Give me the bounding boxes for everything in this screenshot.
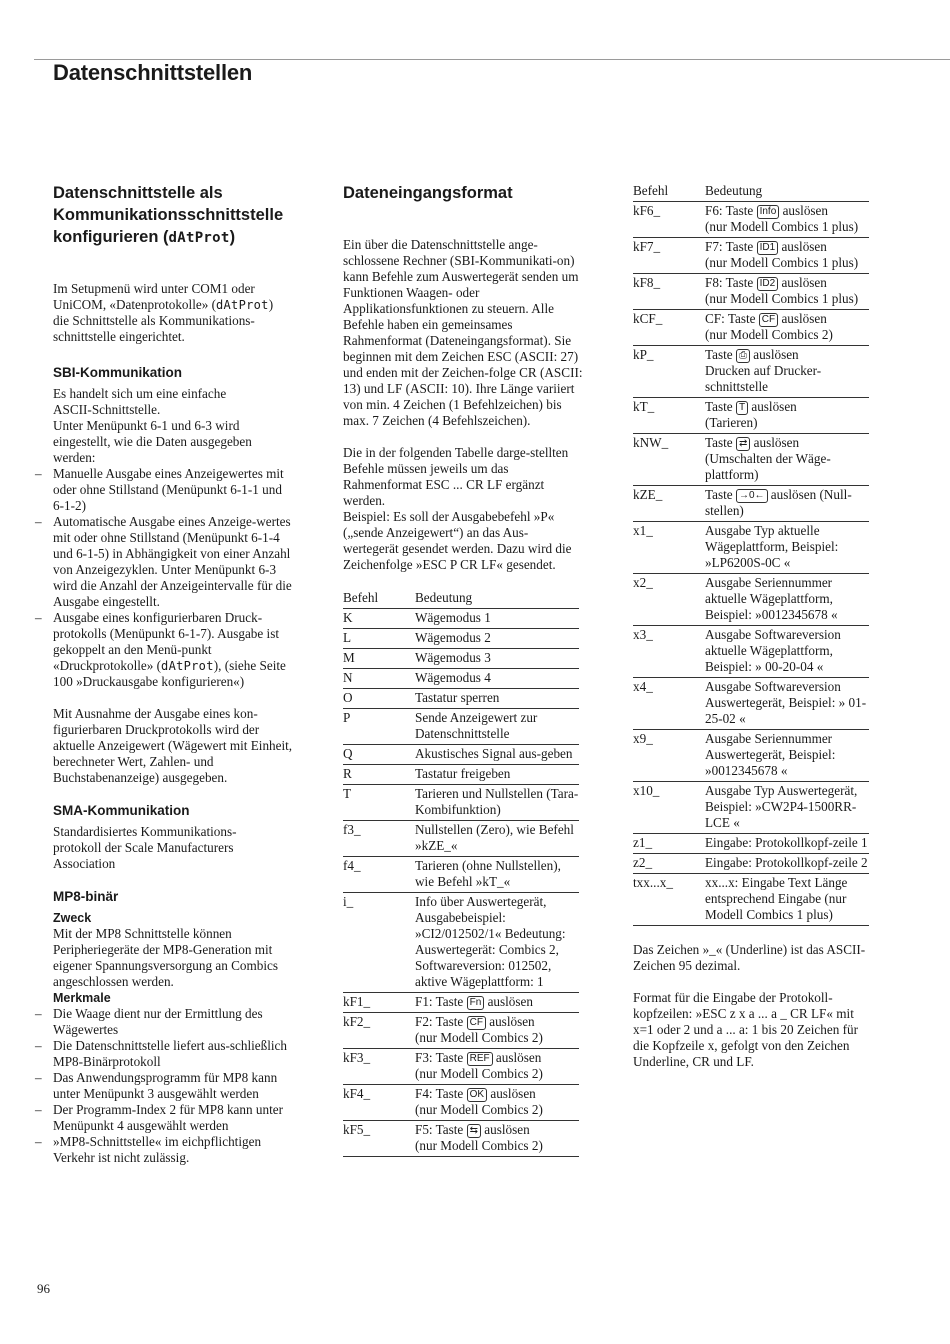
table-header-row	[633, 182, 869, 202]
command-cell: kF1_	[343, 993, 415, 1013]
meaning-cell	[415, 993, 579, 1013]
lcd-datprot: dAtProt	[168, 230, 230, 246]
command-cell: f3_	[343, 821, 415, 857]
table-row	[633, 854, 869, 874]
table-row	[633, 522, 869, 574]
key-row-note: (nur Modell Combics 2)	[415, 1138, 543, 1153]
key-row-note: Drucken auf Drucker-schnittstelle	[705, 363, 822, 394]
command-cell: M	[343, 649, 415, 669]
command-cell: txx...x_	[633, 874, 705, 926]
table-header-cell: Bedeutung	[705, 182, 869, 202]
mp8-heading: MP8-binär	[53, 889, 119, 904]
command-cell: kF6_	[633, 202, 705, 238]
lcd-datprot: dAtProt	[216, 298, 269, 312]
key-row-text: F3: Taste	[415, 1050, 467, 1065]
command-cell: x4_	[633, 678, 705, 730]
meaning-cell	[705, 202, 869, 238]
list-item: – Manuelle Ausgabe eines Anzeigewertes mit oder ohne Stillstand (Menüpunkt 6-1-1 und 6-1-2)	[53, 466, 293, 514]
command-cell: x1_	[633, 522, 705, 574]
table-header-cell: Befehl	[343, 589, 415, 609]
key-row-text: F1: Taste	[415, 994, 467, 1009]
meaning-cell: Wägemodus 2	[415, 629, 579, 649]
command-cell: z2_	[633, 854, 705, 874]
key-row-note: (nur Modell Combics 1 plus)	[705, 219, 859, 234]
heading-line-3: konfigurieren (	[53, 228, 169, 246]
key-symbol-icon: Fn	[467, 996, 485, 1010]
table-row	[343, 993, 579, 1013]
key-row-note: (nur Modell Combics 2)	[415, 1102, 543, 1117]
command-table-1	[343, 589, 579, 1157]
key-row-text: F4: Taste	[415, 1086, 467, 1101]
meaning-cell: Tarieren (ohne Nullstellen), wie Befehl »kT_«	[415, 857, 579, 893]
key-row-note: (Umschalten der Wäge-plattform)	[705, 451, 831, 482]
table-row	[633, 574, 869, 626]
table-row	[633, 678, 869, 730]
key-row-text: auslösen	[778, 311, 827, 326]
table-row	[343, 1085, 579, 1121]
section-heading-configure	[53, 182, 293, 249]
meaning-cell	[415, 1049, 579, 1085]
meaning-cell: Eingabe: Protokollkopf-zeile 2	[705, 854, 869, 874]
table-row	[633, 202, 869, 238]
meaning-cell	[705, 398, 869, 434]
key-row-text: auslösen (Null-stellen)	[705, 487, 852, 518]
page-number: 96	[37, 1281, 50, 1296]
table-row	[633, 310, 869, 346]
meaning-cell	[705, 310, 869, 346]
key-row-text: F6: Taste	[705, 203, 757, 218]
command-table-2	[633, 182, 869, 926]
sma-heading: SMA-Kommunikation	[53, 803, 190, 818]
command-cell: x2_	[633, 574, 705, 626]
key-symbol-icon: CF	[759, 313, 778, 327]
meaning-cell: Sende Anzeigewert zur Datenschnittstelle	[415, 709, 579, 745]
meaning-cell: Akustisches Signal aus-geben	[415, 745, 579, 765]
command-cell: O	[343, 689, 415, 709]
command-cell: x9_	[633, 730, 705, 782]
mp8-subheading-features: Merkmale	[53, 991, 111, 1005]
key-row-text: auslösen	[484, 994, 533, 1009]
command-cell: Q	[343, 745, 415, 765]
key-row-text: CF: Taste	[705, 311, 759, 326]
meaning-cell	[705, 274, 869, 310]
key-symbol-icon: OK	[467, 1088, 487, 1102]
key-row-text: F8: Taste	[705, 275, 757, 290]
meaning-cell: Ausgabe Softwareversion Auswertegerät, Beispiel: » 01-25-02 «	[705, 678, 869, 730]
key-row-text: auslösen	[750, 435, 800, 450]
command-cell: kF4_	[343, 1085, 415, 1121]
table-header-row	[343, 589, 579, 609]
table-row	[633, 874, 869, 926]
heading-line-1: Datenschnittstelle als	[53, 184, 223, 202]
table-row	[343, 1013, 579, 1049]
meaning-cell: Tastatur freigeben	[415, 765, 579, 785]
mp8-subheading-purpose: Zweck	[53, 911, 92, 925]
table-row	[343, 893, 579, 993]
meaning-cell: Ausgabe Typ Auswertegerät, Beispiel: »CW2P4-1500RR-LCE «	[705, 782, 869, 834]
key-symbol-icon: ID2	[757, 277, 779, 291]
table-row	[343, 765, 579, 785]
key-row-text: auslösen	[487, 1086, 536, 1101]
key-row-note: (Tarieren)	[705, 415, 758, 430]
command-cell: R	[343, 765, 415, 785]
table-row	[343, 821, 579, 857]
heading-line-3-end: )	[229, 228, 236, 246]
column-left	[53, 182, 293, 1166]
meaning-cell: Eingabe: Protokollkopf-zeile 1	[705, 834, 869, 854]
meaning-cell	[415, 1085, 579, 1121]
input-format-paragraph-2: Die in der folgenden Tabelle darge-stellten Befehle müssen jeweils um das Rahmenformat ESC ... CR LF ergänzt werden.	[343, 445, 569, 508]
meaning-cell	[705, 486, 869, 522]
sbi-list	[53, 466, 293, 690]
key-symbol-icon: T	[736, 401, 748, 415]
key-row-text: auslösen	[778, 239, 827, 254]
table-row	[343, 689, 579, 709]
list-item-text: ), (siehe Seite 100 »Druckausgabe konfigurieren«)	[53, 658, 286, 689]
command-cell: x3_	[633, 626, 705, 678]
page-title: Datenschnittstellen	[53, 60, 253, 85]
input-format-paragraph-1: Ein über die Datenschnittstelle ange-schlossene Rechner (SBI-Kommunikati-on) kann Befehle zum Auswertegerät senden um Funktionen Waagen- oder Applikationsfunktionen zu steuern. Alle Befehle haben ein gemeinsames Rahmenformat (Dateneingangsformat). Sie beginnen mit dem Zeichen ESC (ASCII: 27) und enden mit der Zeichen-folge CR (ASCII: 13) und LF (ASCII: 10). Ihre Länge variiert von min. 4 Zeichen (1 Befehlzeichen) bis max. 7 Zeichen (4 Befehlszeichen).	[343, 237, 583, 428]
command-cell: K	[343, 609, 415, 629]
meaning-cell	[705, 434, 869, 486]
sbi-paragraph-2: Unter Menüpunkt 6-1 und 6-3 wird eingestellt, wie die Daten ausgegeben werden:	[53, 418, 252, 465]
command-cell: i_	[343, 893, 415, 993]
meaning-cell: Info über Auswertegerät, Ausgabebeispiel: »CI2/012502/1« Bedeutung: Auswertegerät: Combics 2, Softwareversion: 012502, aktive Wägeplattform: 1	[415, 893, 579, 993]
table-header-cell: Befehl	[633, 182, 705, 202]
mp8-list	[53, 1006, 293, 1166]
key-row-text: F2: Taste	[415, 1014, 467, 1029]
command-cell: kZE_	[633, 486, 705, 522]
meaning-cell: Tastatur sperren	[415, 689, 579, 709]
key-row-text: auslösen	[492, 1050, 542, 1065]
key-row-note: (nur Modell Combics 2)	[415, 1066, 543, 1081]
command-cell: kF8_	[633, 274, 705, 310]
command-cell: kF2_	[343, 1013, 415, 1049]
table-row	[633, 626, 869, 678]
command-cell: kT_	[633, 398, 705, 434]
command-cell: T	[343, 785, 415, 821]
meaning-cell	[415, 1121, 579, 1157]
meaning-cell: Wägemodus 3	[415, 649, 579, 669]
sbi-paragraph-3: Mit Ausnahme der Ausgabe eines kon-figurierbaren Druckprotokolls wird der aktuelle Anzeigewert (Wägewert mit Einheit, berechneter Wert, Zahlen- und Buchstabenanzeige) ausgegeben.	[53, 706, 293, 785]
table-row	[343, 649, 579, 669]
list-item: – Die Waage dient nur der Ermittlung des Wägewertes	[53, 1006, 293, 1038]
key-symbol-icon: Info	[757, 205, 780, 219]
column-right	[633, 182, 873, 1070]
meaning-cell: Nullstellen (Zero), wie Befehl »kZE_«	[415, 821, 579, 857]
command-cell: f4_	[343, 857, 415, 893]
meaning-cell: Tarieren und Nullstellen (Tara-Kombifunktion)	[415, 785, 579, 821]
key-row-text: auslösen	[748, 399, 797, 414]
key-symbol-icon: ⇄	[736, 437, 750, 451]
command-cell: kF7_	[633, 238, 705, 274]
table-row	[633, 346, 869, 398]
key-row-text: Taste	[705, 435, 736, 450]
table-row	[633, 238, 869, 274]
command-cell: x10_	[633, 782, 705, 834]
command-cell: kF5_	[343, 1121, 415, 1157]
list-item: – Die Datenschnittstelle liefert aus-schließlich MP8-Binärprotokoll	[53, 1038, 293, 1070]
meaning-cell	[705, 346, 869, 398]
meaning-cell: Wägemodus 4	[415, 669, 579, 689]
key-row-text: auslösen	[480, 1122, 530, 1137]
meaning-cell: xx...x: Eingabe Text Länge entsprechend Eingabe (nur Modell Combics 1 plus)	[705, 874, 869, 926]
key-symbol-icon: ⇆	[467, 1124, 481, 1138]
meaning-cell	[705, 238, 869, 274]
command-cell: L	[343, 629, 415, 649]
key-row-text: Taste	[705, 399, 736, 414]
key-row-note: (nur Modell Combics 1 plus)	[705, 291, 859, 306]
key-row-note: (nur Modell Combics 2)	[705, 327, 833, 342]
column-middle	[343, 182, 583, 1157]
key-row-text: auslösen	[749, 347, 799, 362]
key-symbol-icon: ⎙	[736, 349, 750, 363]
input-format-paragraph-3: Beispiel: Es soll der Ausgabebefehl »P« („sende Anzeigewert“) an das Aus-wertegerät gesendet werden. Dazu wird die Zeichenfolge »ESC P CR LF« gesendet.	[343, 509, 572, 572]
underline-note: Das Zeichen »_« (Underline) ist das ASCII-Zeichen 95 dezimal.	[633, 942, 866, 973]
key-row-text: Taste	[705, 347, 736, 362]
table-row	[343, 857, 579, 893]
table-row	[633, 274, 869, 310]
command-cell: kCF_	[633, 310, 705, 346]
table-row	[343, 669, 579, 689]
table-row	[633, 730, 869, 782]
list-item-text: Ausgabe eines konfigurierbaren Druck-protokolls (Menüpunkt 6-1-7). Ausgabe ist gekoppelt an den Menü-punkt «Druckprotokolle» (	[53, 610, 279, 673]
table-row	[633, 834, 869, 854]
meaning-cell: Ausgabe Softwareversion aktuelle Wägeplattform, Beispiel: » 00-20-04 «	[705, 626, 869, 678]
table-row	[343, 1049, 579, 1085]
table-row	[633, 486, 869, 522]
meaning-cell: Wägemodus 1	[415, 609, 579, 629]
command-cell: z1_	[633, 834, 705, 854]
header-format-paragraph: Format für die Eingabe der Protokoll-kopfzeilen: »ESC z x a ... a _ CR LF« mit x=1 oder 2 und a ... a: 1 bis 20 Zeichen für die Kopfzeile x, gefolgt von den Zeichen Underline, CR und LF.	[633, 990, 858, 1069]
key-symbol-icon: REF	[467, 1052, 493, 1066]
table-row	[633, 434, 869, 486]
list-item: – Automatische Ausgabe eines Anzeige-wertes mit oder ohne Stillstand (Menüpunkt 6-1-4 und 6-1-5) in Abhängigkeit von einer Anzahl von Anzeigezyklen. Unter Menüpunkt 6-3 wird die Anzahl der Anzeigeintervalle für die Ausgabe eingestellt.	[53, 514, 293, 610]
sbi-heading: SBI-Kommunikation	[53, 365, 183, 380]
section-heading-input-format: Dateneingangsformat	[343, 184, 513, 202]
list-item: – »MP8-Schnittstelle« im eichpflichtigen Verkehr ist nicht zulässig.	[53, 1134, 293, 1166]
table-row	[633, 782, 869, 834]
list-item	[53, 610, 293, 690]
list-item: – Das Anwendungsprogramm für MP8 kann unter Menüpunkt 3 ausgewählt werden	[53, 1070, 293, 1102]
command-cell: kNW_	[633, 434, 705, 486]
table-row	[343, 785, 579, 821]
intro-text-a: Im Setupmenü wird unter COM1 oder UniCOM, «Datenprotokolle» (	[53, 281, 255, 312]
command-cell: P	[343, 709, 415, 745]
command-cell: kP_	[633, 346, 705, 398]
key-row-text: auslösen	[485, 1014, 535, 1029]
list-item: – Der Programm-Index 2 für MP8 kann unter Menüpunkt 4 ausgewählt werden	[53, 1102, 293, 1134]
key-row-text: F7: Taste	[705, 239, 757, 254]
command-cell: N	[343, 669, 415, 689]
intro-text-b: ) die Schnittstelle als Kommunikations-schnittstelle eingerichtet.	[53, 297, 274, 344]
lcd-datprot: dAtProt	[161, 659, 214, 673]
table-row	[343, 709, 579, 745]
key-row-text: auslösen	[778, 275, 827, 290]
heading-line-2: Kommunikationsschnittstelle	[53, 206, 284, 224]
meaning-cell: Ausgabe Typ aktuelle Wägeplattform, Beispiel: »LP6200S-0C «	[705, 522, 869, 574]
mp8-paragraph: Mit der MP8 Schnittstelle können Peripheriegeräte der MP8-Generation mit eigener Spannungsversorgung an Combics angeschlossen werden.	[53, 926, 279, 989]
key-symbol-icon: →0←	[736, 489, 768, 503]
table-row	[343, 609, 579, 629]
key-row-note: (nur Modell Combics 1 plus)	[705, 255, 859, 270]
table-row	[633, 398, 869, 434]
table-row	[343, 1121, 579, 1157]
key-row-text: F5: Taste	[415, 1122, 467, 1137]
intro-paragraph	[53, 281, 285, 345]
key-symbol-icon: ID1	[757, 241, 779, 255]
sbi-paragraph-1: Es handelt sich um eine einfache ASCII-Schnittstelle.	[53, 386, 227, 417]
key-row-text: auslösen	[779, 203, 828, 218]
key-row-text: Taste	[705, 487, 736, 502]
table-row	[343, 629, 579, 649]
command-cell: kF3_	[343, 1049, 415, 1085]
meaning-cell: Ausgabe Seriennummer Auswertegerät, Beispiel: »0012345678 «	[705, 730, 869, 782]
key-row-note: (nur Modell Combics 2)	[415, 1030, 543, 1045]
meaning-cell	[415, 1013, 579, 1049]
meaning-cell: Ausgabe Seriennummer aktuelle Wägeplattform, Beispiel: »0012345678 «	[705, 574, 869, 626]
key-symbol-icon: CF	[467, 1016, 486, 1030]
table-header-cell: Bedeutung	[415, 589, 579, 609]
table-row	[343, 745, 579, 765]
sma-paragraph: Standardisiertes Kommunikations-protokoll der Scale Manufacturers Association	[53, 824, 237, 871]
